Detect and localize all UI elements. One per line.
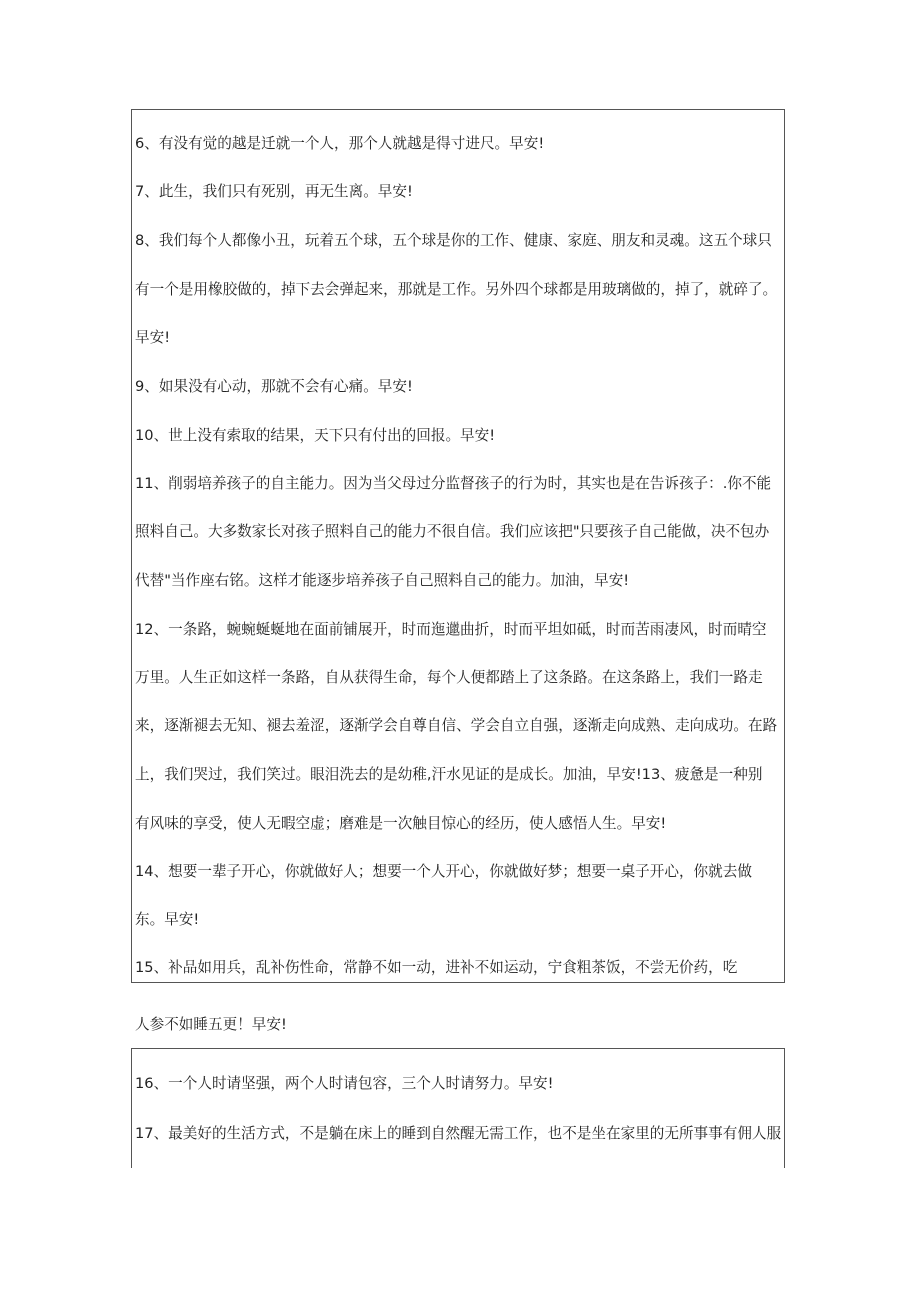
paragraph-line: 早安! — [135, 329, 171, 346]
paragraph-line: 15、补品如用兵，乱补伤性命，常静不如一动，进补不如运动，宁食粗茶饭，不尝无价药，吃 — [135, 959, 738, 976]
paragraph-line: 8、我们每个人都像小丑，玩着五个球，五个球是你的工作、健康、家庭、朋友和灵魂。这五个球只 — [135, 232, 772, 249]
paragraph-line: 上，我们哭过，我们笑过。眼泪洗去的是幼稚,汗水见证的是成长。加油，早安!13、疲惫是一种别 — [135, 766, 763, 783]
paragraph-line: 11、削弱培养孩子的自主能力。因为当父母过分监督孩子的行为时，其实也是在告诉孩子：.你不能 — [135, 475, 772, 492]
paragraph-line: 14、想要一辈子开心，你就做好人；想要一个人开心，你就做好梦；想要一桌子开心，你就去做 — [135, 863, 752, 880]
paragraph-line: 6、有没有觉的越是迁就一个人，那个人就越是得寸进尺。早安! — [135, 135, 545, 152]
paragraph-line: 照料自己。大多数家长对孩子照料自己的能力不很自信。我们应该把"只要孩子自己能做，决不包办 — [135, 523, 770, 540]
paragraph-line: 有风味的享受，使人无暇空虚；磨难是一次触目惊心的经历，使人感悟人生。早安! — [135, 815, 667, 832]
paragraph-line: 来，逐渐褪去无知、褪去羞涩，逐渐学会自尊自信、学会自立自强，逐渐走向成熟、走向成功。在路 — [135, 717, 778, 734]
paragraph-line: 7、此生，我们只有死别，再无生离。早安! — [135, 183, 413, 200]
paragraph-line: 万里。人生正如这样一条路，自从获得生命，每个人便都踏上了这条路。在这条路上，我们一路走 — [135, 669, 763, 686]
paragraph-line: 代替"当作座右铭。这样才能逐步培养孩子自己照料自己的能力。加油，早安! — [135, 572, 630, 589]
paragraph-line: 12、一条路，蜿蜿蜒蜒地在面前铺展开，时而迤邋曲折，时而平坦如砥，时而苦雨凄风，时而晴空 — [135, 621, 767, 638]
paragraph-line: 有一个是用橡胶做的，掉下去会弹起来，那就是工作。另外四个球都是用玻璃做的，掉了，就碎了。 — [135, 281, 778, 298]
paragraph-line: 16、一个人时请坚强，两个人时请包容，三个人时请努力。早安! — [135, 1075, 554, 1092]
paragraph-line-continued: 人参不如睡五更！早安! — [135, 1016, 287, 1033]
text-frame-bottom — [131, 1048, 785, 1168]
paragraph-line: 17、最美好的生活方式，不是躺在床上的睡到自然醒无需工作，也不是坐在家里的无所事事有佣人服 — [135, 1125, 782, 1142]
paragraph-line: 10、世上没有索取的结果，天下只有付出的回报。早安! — [135, 427, 496, 444]
paragraph-line: 9、如果没有心动，那就不会有心痛。早安! — [135, 378, 413, 395]
paragraph-line: 东。早安! — [135, 911, 200, 928]
